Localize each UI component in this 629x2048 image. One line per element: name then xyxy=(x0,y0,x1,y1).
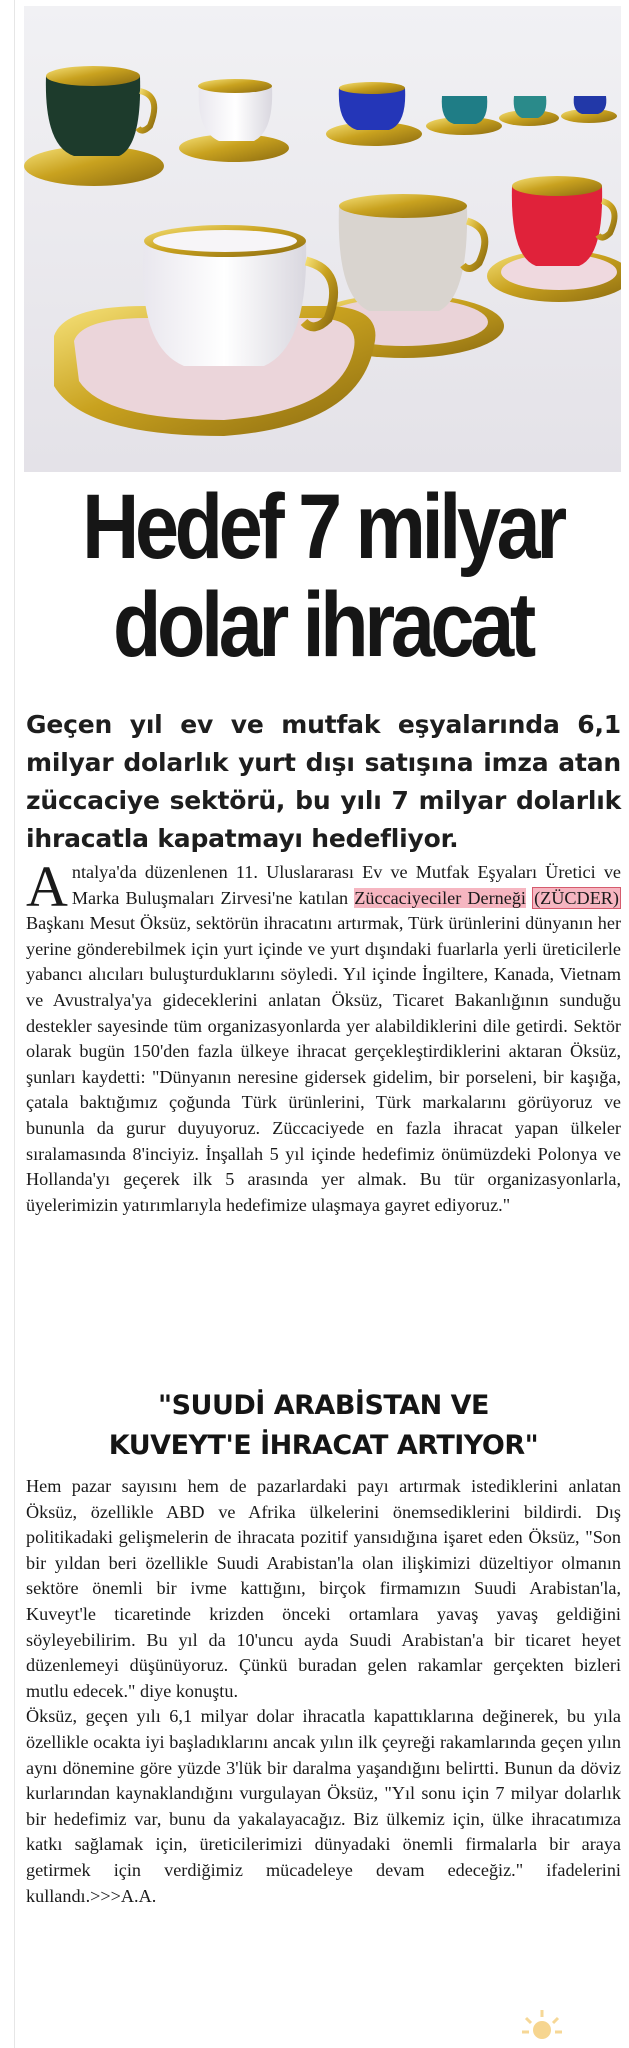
article-photo xyxy=(24,6,621,472)
subheading xyxy=(26,1386,621,1466)
body-paragraphs-2-3 xyxy=(26,1474,621,1909)
left-margin-rule xyxy=(0,0,15,2048)
paragraph-1-rest: Başkanı Mesut Öksüz, sektörün ihracatını artırmak, Türk ürünlerini dünyanın her yerine gönderebilmek için yurt içinde ve yurt dışındaki fuarlarla yerli üreticilerle yabancı alıcıları buluşturduklarını söyledi. Yıl içinde İngiltere, Kanada, Vietnam ve Avustralya'ya gideceklerini anlatan Öksüz, Ticaret Bakanlığının sunduğu destekler sayesinde tüm organizasyonlarda yer alabildiklerini dile getirdi. Sektör olarak bugün 150'den fazla ülkeye ihracat gerçekleştirdiklerini aktaran Öksüz, şunları kaydetti: "Dünyanın neresine gidersek gidelim, bir porseleni, bir kaşığa, çatala baktığımız çoğunda Türk ürünlerini, Türk markalarını görüyoruz ve bununla da gurur duyuyoruz. Züccaciyede en fazla ihracat yapan ülkeler sıralamasında 8'inciyiz. İnşallah 5 yıl içinde hedefimiz önümüzdeki Polonya ve Hollanda'yı geçerek ilk 5 arasında yer almak. Bu tür organizasyonlarla, üyelerimizin yatırımlarıyla hedefimize ulaşmaya gayret ediyoruz." xyxy=(26,913,621,1215)
subheading-line-1: "SUUDİ ARABİSTAN VE xyxy=(158,1390,489,1421)
subheading-line-2: KUVEYT'E İHRACAT ARTIYOR" xyxy=(108,1430,539,1461)
body-paragraph-1 xyxy=(26,854,621,1218)
drop-cap: A xyxy=(26,854,68,919)
paragraph-1-start: ntalya'da düzenlenen 11. Uluslararası Ev ve Mutfak Eşyaları Üretici ve Marka Buluşmaları Zirvesi'ne katılan xyxy=(71,862,621,908)
highlighted-organization-short: (ZÜCDER) xyxy=(534,887,619,908)
lead-paragraph: Geçen yıl ev ve mutfak eşyalarında 6,1 milyar dolarlık yurt dışı satışına imza atan züccaciye sektörü, bu yılı 7 milyar dolarlık ihracatla kapatmayı hedefliyor. xyxy=(26,710,621,853)
body-paragraph-3: Öksüz, geçen yılı 6,1 milyar dolar ihracatla kapattıklarına değinerek, bu yıla özellikle ocakta iyi başladıklarını ancak yılın ilk çeyreği rakamlarında geçen yılın aynı dönemine göre yüzde 3'lük bir daralma yaşandığını belirtti. Bunun da döviz kurlarından kaynaklandığını vurgulayan Öksüz, "Yıl sonu için 7 milyar dolarlık bir hedefimiz var, bunu da yakalayacağız. Biz ülkemiz için, ülke ihracatımıza katkı sağlamak için, üreticilerimizi dünyadaki önemli firmalarla bir araya getirmek için verdiğimiz mücadeleye devam edeceğiz." ifadelerini kullandı.>>>A.A. xyxy=(26,1706,621,1906)
headline-line-2: dolar ihracat xyxy=(113,574,532,676)
highlighted-organization: Züccaciyeciler Derneği xyxy=(354,887,526,908)
body-paragraph-2: Hem pazar sayısını hem de pazarlardaki payı artırmak istediklerini anlatan Öksüz, özellikle ABD ve Afrika ülkelerini önemsediklerini bildirdi. Dış politikadaki gelişmelerin de ihracata pozitif yansıdığına işaret eden Öksüz, "Son bir yıldan beri özellikle Suudi Arabistan'la olan ilişkimizi düzeltiyor olmanın sektöre önemli bir ivme kattığını, birçok firmamızın Suudi Arabistan'la, Kuveyt'le ticaretinde krizden önceki ortamlara yavaş yavaş geldiğini söyleyebilirim. Bu yıl da 10'uncu ayda Suudi Arabistan'a bir ticaret heyet düzenlemeyi düşünüyoruz. Çünkü buradan gelen rakamlar gerçekten bizleri mutlu edecek." diye konuştu. xyxy=(26,1476,621,1701)
headline xyxy=(66,478,579,674)
sun-watermark-icon xyxy=(520,2008,564,2048)
headline-line-1: Hedef 7 milyar xyxy=(82,476,563,578)
